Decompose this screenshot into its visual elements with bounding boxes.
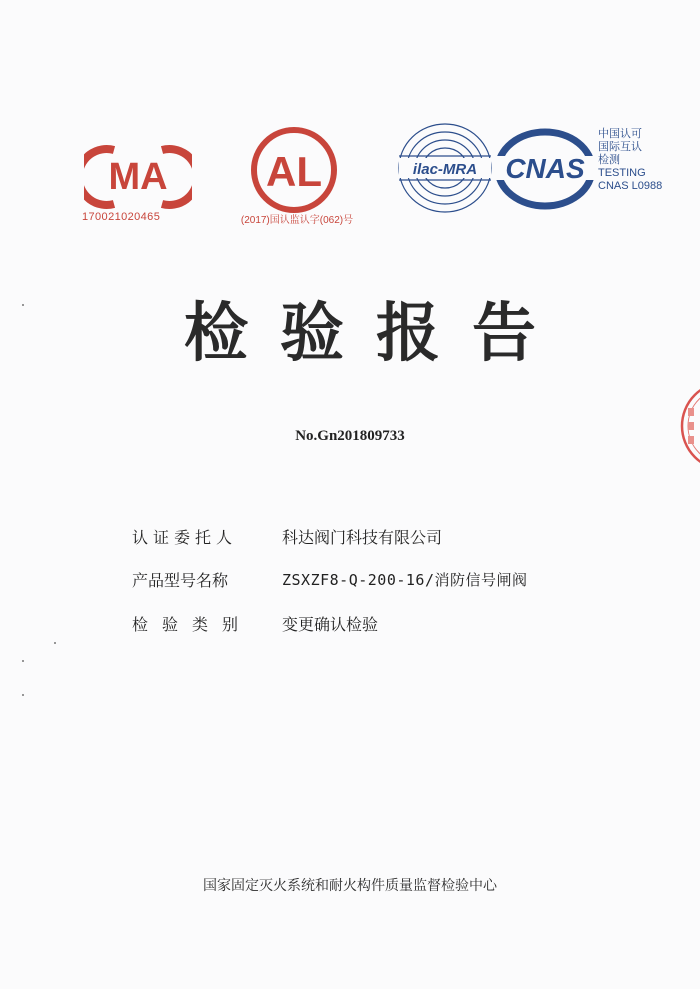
- cal-logo: [244, 126, 344, 214]
- cnas-caption-line: 国际互认: [598, 141, 642, 153]
- cnas-logo-text: CNAS: [505, 153, 585, 184]
- field-label: 产品型号名称: [132, 570, 229, 590]
- field-label: 认证委托人: [132, 527, 238, 547]
- partial-seal-stamp: [678, 378, 700, 474]
- cal-logo-letters: AL: [266, 148, 322, 195]
- cma-logo: [84, 142, 192, 212]
- cnas-caption-line: 检测: [598, 154, 620, 166]
- cnas-caption-line: 中国认可: [598, 128, 642, 140]
- scan-speck: [22, 304, 24, 306]
- field-product-model: [132, 567, 528, 591]
- cma-logo-letters: MA: [108, 156, 168, 198]
- field-value: 变更确认检验: [282, 614, 379, 634]
- cal-accreditation-number: (2017)国认监认字(062)号: [240, 215, 354, 226]
- cnas-caption-line: CNAS L0988: [598, 180, 663, 192]
- issuing-organization: 国家固定灭火系统和耐火构件质量监督检验中心: [203, 878, 497, 894]
- cnas-caption: [598, 128, 698, 193]
- ilac-mra-logo: [395, 120, 495, 216]
- field-label: 检验类别: [132, 614, 253, 634]
- report-number: No.Gn201809733: [295, 428, 405, 444]
- cnas-caption-line: TESTING: [598, 167, 646, 179]
- page-title: 检验报告: [184, 297, 568, 371]
- cnas-logo: [493, 128, 597, 210]
- scan-speck: [22, 694, 24, 696]
- scan-speck: [22, 660, 24, 662]
- field-client: [132, 524, 442, 548]
- field-value: ZSXZF8-Q-200-16/消防信号闸阀: [282, 570, 528, 589]
- scan-speck: [54, 642, 56, 644]
- field-inspection-type: [132, 611, 378, 635]
- field-value: 科达阀门科技有限公司: [282, 527, 443, 547]
- cma-number: 170021020465: [82, 211, 161, 223]
- ilac-mra-text: ilac-MRA: [412, 161, 478, 178]
